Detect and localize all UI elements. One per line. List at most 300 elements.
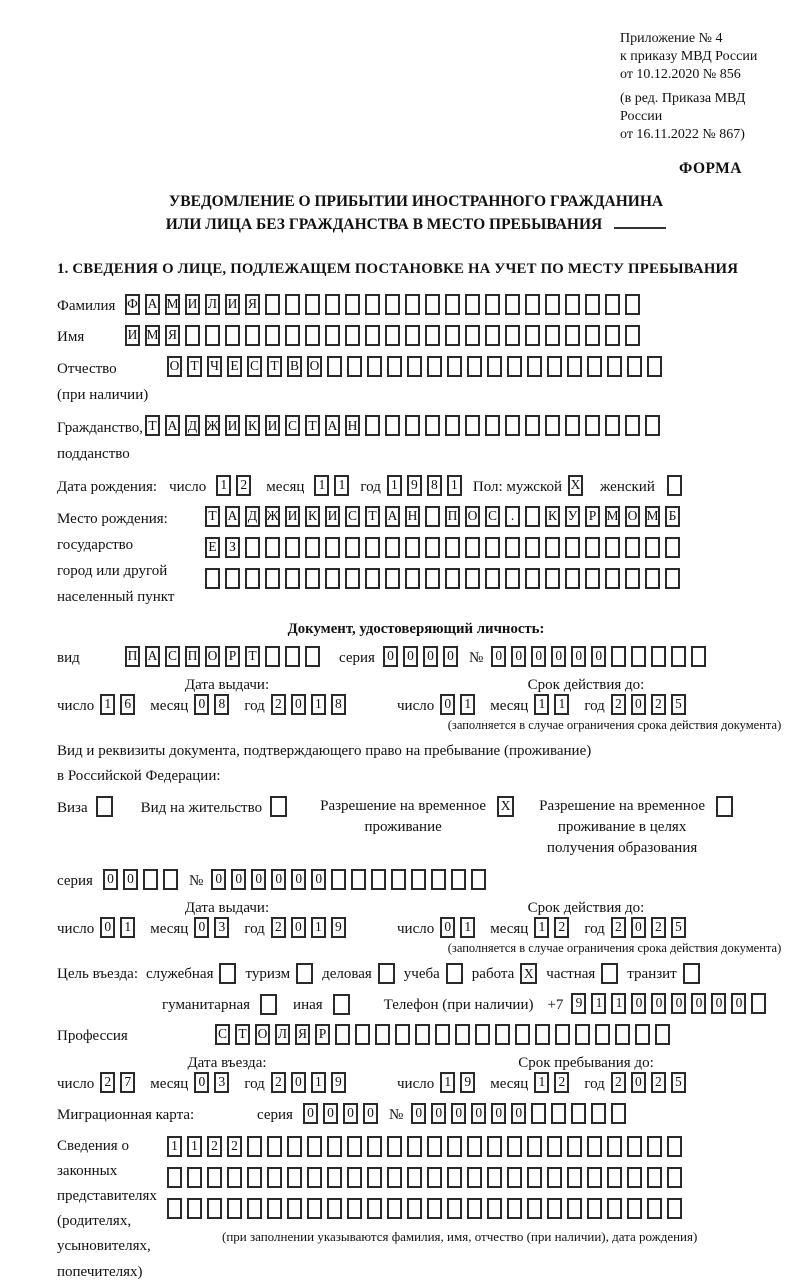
char-box[interactable]: 1 bbox=[167, 1136, 182, 1157]
char-box[interactable]: Н bbox=[405, 506, 420, 527]
char-box[interactable] bbox=[567, 1167, 582, 1188]
char-box[interactable] bbox=[585, 568, 600, 589]
char-box[interactable] bbox=[527, 356, 542, 377]
char-box[interactable] bbox=[667, 1198, 682, 1219]
char-box[interactable] bbox=[605, 568, 620, 589]
char-box[interactable] bbox=[507, 1198, 522, 1219]
official-checkbox[interactable] bbox=[219, 963, 236, 984]
char-box[interactable]: 1 bbox=[311, 1072, 326, 1093]
char-box[interactable]: Т bbox=[187, 356, 202, 377]
char-box[interactable] bbox=[525, 537, 540, 558]
char-box[interactable] bbox=[531, 1103, 546, 1124]
char-box[interactable]: 9 bbox=[331, 917, 346, 938]
temp-residence-checkbox[interactable]: X bbox=[497, 796, 514, 817]
char-box[interactable] bbox=[447, 1167, 462, 1188]
char-box[interactable]: Т bbox=[305, 415, 320, 436]
char-box[interactable] bbox=[527, 1198, 542, 1219]
char-box[interactable]: 1 bbox=[534, 1072, 549, 1093]
char-box[interactable] bbox=[507, 1136, 522, 1157]
char-box[interactable] bbox=[467, 1136, 482, 1157]
char-box[interactable]: А bbox=[145, 646, 160, 667]
char-box[interactable] bbox=[347, 1198, 362, 1219]
char-box[interactable] bbox=[647, 1198, 662, 1219]
char-box[interactable]: С bbox=[247, 356, 262, 377]
char-box[interactable]: Т bbox=[365, 506, 380, 527]
char-box[interactable] bbox=[605, 294, 620, 315]
char-box[interactable]: 0 bbox=[471, 1103, 486, 1124]
char-box[interactable]: Я bbox=[245, 294, 260, 315]
char-box[interactable] bbox=[307, 1198, 322, 1219]
char-box[interactable] bbox=[371, 869, 386, 890]
char-box[interactable] bbox=[451, 869, 466, 890]
char-box[interactable]: 2 bbox=[207, 1136, 222, 1157]
char-box[interactable] bbox=[427, 356, 442, 377]
char-box[interactable]: А bbox=[325, 415, 340, 436]
char-box[interactable]: 0 bbox=[511, 646, 526, 667]
char-box[interactable]: 0 bbox=[571, 646, 586, 667]
char-box[interactable]: К bbox=[545, 506, 560, 527]
char-box[interactable]: 0 bbox=[423, 646, 438, 667]
char-box[interactable] bbox=[427, 1136, 442, 1157]
char-box[interactable] bbox=[487, 1167, 502, 1188]
residence-permit-checkbox[interactable] bbox=[270, 796, 287, 817]
char-box[interactable] bbox=[411, 869, 426, 890]
char-box[interactable]: Н bbox=[345, 415, 360, 436]
char-box[interactable]: 2 bbox=[227, 1136, 242, 1157]
char-box[interactable]: 0 bbox=[411, 1103, 426, 1124]
char-box[interactable] bbox=[547, 1136, 562, 1157]
char-box[interactable]: 2 bbox=[611, 694, 626, 715]
char-box[interactable]: И bbox=[225, 415, 240, 436]
char-box[interactable] bbox=[585, 537, 600, 558]
char-box[interactable]: 0 bbox=[291, 694, 306, 715]
char-box[interactable] bbox=[185, 325, 200, 346]
char-box[interactable]: 3 bbox=[214, 1072, 229, 1093]
char-box[interactable] bbox=[565, 294, 580, 315]
char-box[interactable]: З bbox=[225, 537, 240, 558]
char-box[interactable] bbox=[167, 1167, 182, 1188]
char-box[interactable] bbox=[485, 568, 500, 589]
char-box[interactable] bbox=[625, 537, 640, 558]
char-box[interactable] bbox=[365, 294, 380, 315]
female-checkbox[interactable] bbox=[667, 475, 682, 496]
char-box[interactable]: 8 bbox=[427, 475, 442, 496]
char-box[interactable]: 1 bbox=[460, 917, 475, 938]
char-box[interactable] bbox=[605, 325, 620, 346]
char-box[interactable] bbox=[505, 415, 520, 436]
char-box[interactable] bbox=[247, 1167, 262, 1188]
visa-checkbox[interactable] bbox=[96, 796, 113, 817]
char-box[interactable] bbox=[445, 568, 460, 589]
char-box[interactable] bbox=[385, 325, 400, 346]
char-box[interactable]: 0 bbox=[631, 1072, 646, 1093]
char-box[interactable] bbox=[465, 537, 480, 558]
char-box[interactable] bbox=[567, 356, 582, 377]
char-box[interactable] bbox=[265, 537, 280, 558]
char-box[interactable]: Ф bbox=[125, 294, 140, 315]
char-box[interactable] bbox=[465, 294, 480, 315]
char-box[interactable] bbox=[585, 294, 600, 315]
char-box[interactable]: М bbox=[145, 325, 160, 346]
char-box[interactable]: О bbox=[255, 1024, 270, 1045]
char-box[interactable] bbox=[143, 869, 158, 890]
char-box[interactable] bbox=[407, 1198, 422, 1219]
char-box[interactable] bbox=[265, 294, 280, 315]
char-box[interactable] bbox=[325, 325, 340, 346]
char-box[interactable] bbox=[447, 1198, 462, 1219]
char-box[interactable] bbox=[651, 646, 666, 667]
char-box[interactable] bbox=[335, 1024, 350, 1045]
char-box[interactable] bbox=[545, 294, 560, 315]
char-box[interactable] bbox=[347, 356, 362, 377]
char-box[interactable] bbox=[485, 537, 500, 558]
char-box[interactable] bbox=[527, 1136, 542, 1157]
char-box[interactable] bbox=[647, 1136, 662, 1157]
char-box[interactable]: 2 bbox=[554, 917, 569, 938]
char-box[interactable] bbox=[427, 1198, 442, 1219]
char-box[interactable] bbox=[285, 537, 300, 558]
char-box[interactable] bbox=[565, 568, 580, 589]
char-box[interactable] bbox=[205, 325, 220, 346]
char-box[interactable]: 0 bbox=[343, 1103, 358, 1124]
char-box[interactable] bbox=[585, 415, 600, 436]
char-box[interactable] bbox=[367, 1167, 382, 1188]
char-box[interactable] bbox=[567, 1198, 582, 1219]
char-box[interactable] bbox=[247, 1198, 262, 1219]
char-box[interactable]: С bbox=[485, 506, 500, 527]
char-box[interactable] bbox=[587, 356, 602, 377]
char-box[interactable]: 9 bbox=[460, 1072, 475, 1093]
char-box[interactable] bbox=[425, 506, 440, 527]
char-box[interactable] bbox=[505, 325, 520, 346]
char-box[interactable] bbox=[325, 537, 340, 558]
char-box[interactable] bbox=[305, 325, 320, 346]
char-box[interactable]: 0 bbox=[231, 869, 246, 890]
char-box[interactable]: 8 bbox=[331, 694, 346, 715]
char-box[interactable] bbox=[445, 537, 460, 558]
char-box[interactable] bbox=[655, 1024, 670, 1045]
char-box[interactable] bbox=[425, 415, 440, 436]
char-box[interactable]: И bbox=[285, 506, 300, 527]
char-box[interactable] bbox=[467, 1167, 482, 1188]
char-box[interactable] bbox=[447, 356, 462, 377]
char-box[interactable]: М bbox=[165, 294, 180, 315]
char-box[interactable] bbox=[327, 1136, 342, 1157]
char-box[interactable]: И bbox=[265, 415, 280, 436]
char-box[interactable]: 0 bbox=[291, 869, 306, 890]
char-box[interactable]: С bbox=[165, 646, 180, 667]
char-box[interactable] bbox=[627, 1167, 642, 1188]
char-box[interactable]: 1 bbox=[334, 475, 349, 496]
char-box[interactable]: О bbox=[205, 646, 220, 667]
char-box[interactable]: А bbox=[165, 415, 180, 436]
char-box[interactable]: 0 bbox=[194, 917, 209, 938]
char-box[interactable] bbox=[611, 1103, 626, 1124]
char-box[interactable] bbox=[525, 506, 540, 527]
char-box[interactable] bbox=[627, 1136, 642, 1157]
char-box[interactable] bbox=[245, 568, 260, 589]
char-box[interactable]: 1 bbox=[311, 917, 326, 938]
char-box[interactable] bbox=[225, 325, 240, 346]
char-box[interactable]: 0 bbox=[440, 917, 455, 938]
char-box[interactable] bbox=[327, 1167, 342, 1188]
transit-checkbox[interactable] bbox=[683, 963, 700, 984]
char-box[interactable] bbox=[405, 568, 420, 589]
char-box[interactable] bbox=[605, 537, 620, 558]
char-box[interactable] bbox=[395, 1024, 410, 1045]
char-box[interactable] bbox=[407, 1167, 422, 1188]
study-checkbox[interactable] bbox=[446, 963, 463, 984]
char-box[interactable] bbox=[495, 1024, 510, 1045]
char-box[interactable]: 0 bbox=[100, 917, 115, 938]
char-box[interactable] bbox=[551, 1103, 566, 1124]
char-box[interactable] bbox=[285, 568, 300, 589]
char-box[interactable]: У bbox=[565, 506, 580, 527]
char-box[interactable] bbox=[525, 325, 540, 346]
char-box[interactable]: 0 bbox=[291, 1072, 306, 1093]
char-box[interactable]: Т bbox=[145, 415, 160, 436]
char-box[interactable] bbox=[455, 1024, 470, 1045]
char-box[interactable]: 1 bbox=[100, 694, 115, 715]
char-box[interactable] bbox=[245, 537, 260, 558]
char-box[interactable]: Д bbox=[245, 506, 260, 527]
business-checkbox[interactable] bbox=[378, 963, 395, 984]
char-box[interactable]: 0 bbox=[711, 993, 726, 1014]
char-box[interactable]: 2 bbox=[611, 917, 626, 938]
char-box[interactable] bbox=[227, 1198, 242, 1219]
char-box[interactable]: 1 bbox=[591, 993, 606, 1014]
char-box[interactable] bbox=[505, 568, 520, 589]
char-box[interactable] bbox=[507, 1167, 522, 1188]
char-box[interactable]: 0 bbox=[383, 646, 398, 667]
char-box[interactable] bbox=[547, 1198, 562, 1219]
char-box[interactable] bbox=[447, 1136, 462, 1157]
char-box[interactable]: 7 bbox=[120, 1072, 135, 1093]
char-box[interactable]: 1 bbox=[440, 1072, 455, 1093]
char-box[interactable] bbox=[287, 1136, 302, 1157]
char-box[interactable] bbox=[287, 1167, 302, 1188]
char-box[interactable] bbox=[585, 325, 600, 346]
char-box[interactable]: 0 bbox=[651, 993, 666, 1014]
char-box[interactable] bbox=[665, 537, 680, 558]
char-box[interactable]: Т bbox=[235, 1024, 250, 1045]
char-box[interactable] bbox=[587, 1167, 602, 1188]
char-box[interactable] bbox=[475, 1024, 490, 1045]
char-box[interactable]: 0 bbox=[363, 1103, 378, 1124]
char-box[interactable] bbox=[375, 1024, 390, 1045]
char-box[interactable] bbox=[545, 568, 560, 589]
char-box[interactable]: Р bbox=[225, 646, 240, 667]
char-box[interactable]: 1 bbox=[187, 1136, 202, 1157]
char-box[interactable] bbox=[627, 1198, 642, 1219]
char-box[interactable]: 2 bbox=[611, 1072, 626, 1093]
char-box[interactable]: Я bbox=[295, 1024, 310, 1045]
char-box[interactable] bbox=[485, 325, 500, 346]
char-box[interactable]: 0 bbox=[211, 869, 226, 890]
char-box[interactable] bbox=[635, 1024, 650, 1045]
char-box[interactable] bbox=[391, 869, 406, 890]
char-box[interactable] bbox=[505, 294, 520, 315]
char-box[interactable]: О bbox=[625, 506, 640, 527]
char-box[interactable]: Е bbox=[205, 537, 220, 558]
char-box[interactable] bbox=[385, 415, 400, 436]
char-box[interactable] bbox=[425, 325, 440, 346]
char-box[interactable] bbox=[527, 1167, 542, 1188]
char-box[interactable]: 9 bbox=[407, 475, 422, 496]
char-box[interactable] bbox=[267, 1136, 282, 1157]
char-box[interactable]: 9 bbox=[571, 993, 586, 1014]
char-box[interactable] bbox=[167, 1198, 182, 1219]
char-box[interactable]: Ж bbox=[265, 506, 280, 527]
char-box[interactable]: М bbox=[645, 506, 660, 527]
char-box[interactable] bbox=[405, 415, 420, 436]
char-box[interactable] bbox=[305, 294, 320, 315]
char-box[interactable] bbox=[327, 356, 342, 377]
char-box[interactable] bbox=[607, 1167, 622, 1188]
char-box[interactable]: П bbox=[185, 646, 200, 667]
char-box[interactable] bbox=[435, 1024, 450, 1045]
temp-residence-education-checkbox[interactable] bbox=[716, 796, 733, 817]
char-box[interactable] bbox=[611, 646, 626, 667]
char-box[interactable]: М bbox=[605, 506, 620, 527]
char-box[interactable] bbox=[265, 568, 280, 589]
char-box[interactable]: 0 bbox=[511, 1103, 526, 1124]
char-box[interactable] bbox=[367, 1136, 382, 1157]
char-box[interactable] bbox=[187, 1167, 202, 1188]
char-box[interactable]: А bbox=[145, 294, 160, 315]
char-box[interactable] bbox=[667, 1136, 682, 1157]
char-box[interactable] bbox=[415, 1024, 430, 1045]
char-box[interactable]: О bbox=[167, 356, 182, 377]
char-box[interactable] bbox=[307, 1136, 322, 1157]
char-box[interactable]: 6 bbox=[120, 694, 135, 715]
char-box[interactable]: 1 bbox=[554, 694, 569, 715]
char-box[interactable] bbox=[355, 1024, 370, 1045]
char-box[interactable] bbox=[525, 294, 540, 315]
char-box[interactable] bbox=[565, 415, 580, 436]
char-box[interactable] bbox=[467, 1198, 482, 1219]
char-box[interactable] bbox=[625, 325, 640, 346]
char-box[interactable]: К bbox=[305, 506, 320, 527]
char-box[interactable] bbox=[647, 1167, 662, 1188]
char-box[interactable] bbox=[547, 356, 562, 377]
char-box[interactable]: Д bbox=[185, 415, 200, 436]
char-box[interactable]: П bbox=[445, 506, 460, 527]
char-box[interactable] bbox=[515, 1024, 530, 1045]
char-box[interactable] bbox=[325, 568, 340, 589]
char-box[interactable]: 0 bbox=[671, 993, 686, 1014]
char-box[interactable]: И bbox=[185, 294, 200, 315]
char-box[interactable] bbox=[605, 415, 620, 436]
char-box[interactable] bbox=[205, 568, 220, 589]
char-box[interactable] bbox=[345, 325, 360, 346]
char-box[interactable] bbox=[367, 356, 382, 377]
char-box[interactable] bbox=[287, 1198, 302, 1219]
char-box[interactable]: О bbox=[465, 506, 480, 527]
char-box[interactable] bbox=[207, 1167, 222, 1188]
char-box[interactable]: 0 bbox=[123, 869, 138, 890]
char-box[interactable] bbox=[325, 294, 340, 315]
char-box[interactable] bbox=[545, 415, 560, 436]
char-box[interactable]: Т bbox=[245, 646, 260, 667]
char-box[interactable]: 0 bbox=[194, 694, 209, 715]
char-box[interactable] bbox=[555, 1024, 570, 1045]
char-box[interactable]: 1 bbox=[534, 694, 549, 715]
char-box[interactable]: 9 bbox=[331, 1072, 346, 1093]
char-box[interactable] bbox=[465, 415, 480, 436]
char-box[interactable] bbox=[387, 1198, 402, 1219]
char-box[interactable]: И bbox=[325, 506, 340, 527]
char-box[interactable] bbox=[445, 294, 460, 315]
char-box[interactable] bbox=[367, 1198, 382, 1219]
char-box[interactable] bbox=[467, 356, 482, 377]
char-box[interactable]: Л bbox=[275, 1024, 290, 1045]
char-box[interactable] bbox=[285, 294, 300, 315]
char-box[interactable]: А bbox=[385, 506, 400, 527]
char-box[interactable] bbox=[485, 294, 500, 315]
char-box[interactable] bbox=[247, 1136, 262, 1157]
char-box[interactable]: 2 bbox=[651, 917, 666, 938]
char-box[interactable] bbox=[327, 1198, 342, 1219]
char-box[interactable]: 1 bbox=[447, 475, 462, 496]
char-box[interactable] bbox=[407, 1136, 422, 1157]
char-box[interactable] bbox=[625, 568, 640, 589]
char-box[interactable] bbox=[671, 646, 686, 667]
char-box[interactable] bbox=[227, 1167, 242, 1188]
char-box[interactable] bbox=[525, 568, 540, 589]
char-box[interactable] bbox=[607, 1136, 622, 1157]
char-box[interactable] bbox=[245, 325, 260, 346]
char-box[interactable] bbox=[647, 356, 662, 377]
char-box[interactable] bbox=[365, 325, 380, 346]
char-box[interactable] bbox=[625, 294, 640, 315]
char-box[interactable] bbox=[225, 568, 240, 589]
char-box[interactable] bbox=[505, 537, 520, 558]
char-box[interactable]: Т bbox=[205, 506, 220, 527]
char-box[interactable] bbox=[751, 993, 766, 1014]
char-box[interactable]: Е bbox=[227, 356, 242, 377]
char-box[interactable] bbox=[387, 1136, 402, 1157]
char-box[interactable] bbox=[575, 1024, 590, 1045]
char-box[interactable]: 2 bbox=[100, 1072, 115, 1093]
char-box[interactable]: И bbox=[125, 325, 140, 346]
char-box[interactable]: 1 bbox=[314, 475, 329, 496]
char-box[interactable]: 0 bbox=[323, 1103, 338, 1124]
char-box[interactable]: 0 bbox=[251, 869, 266, 890]
work-checkbox[interactable]: X bbox=[520, 963, 537, 984]
char-box[interactable]: 1 bbox=[120, 917, 135, 938]
char-box[interactable] bbox=[535, 1024, 550, 1045]
char-box[interactable] bbox=[645, 537, 660, 558]
char-box[interactable] bbox=[425, 537, 440, 558]
char-box[interactable] bbox=[425, 294, 440, 315]
char-box[interactable] bbox=[565, 537, 580, 558]
char-box[interactable]: 0 bbox=[440, 694, 455, 715]
char-box[interactable] bbox=[485, 415, 500, 436]
char-box[interactable] bbox=[595, 1024, 610, 1045]
char-box[interactable]: 5 bbox=[671, 917, 686, 938]
char-box[interactable]: Р bbox=[585, 506, 600, 527]
char-box[interactable] bbox=[545, 537, 560, 558]
char-box[interactable]: П bbox=[125, 646, 140, 667]
char-box[interactable] bbox=[547, 1167, 562, 1188]
char-box[interactable]: 0 bbox=[443, 646, 458, 667]
char-box[interactable] bbox=[187, 1198, 202, 1219]
char-box[interactable] bbox=[407, 356, 422, 377]
char-box[interactable]: . bbox=[505, 506, 520, 527]
char-box[interactable]: Б bbox=[665, 506, 680, 527]
char-box[interactable] bbox=[425, 568, 440, 589]
